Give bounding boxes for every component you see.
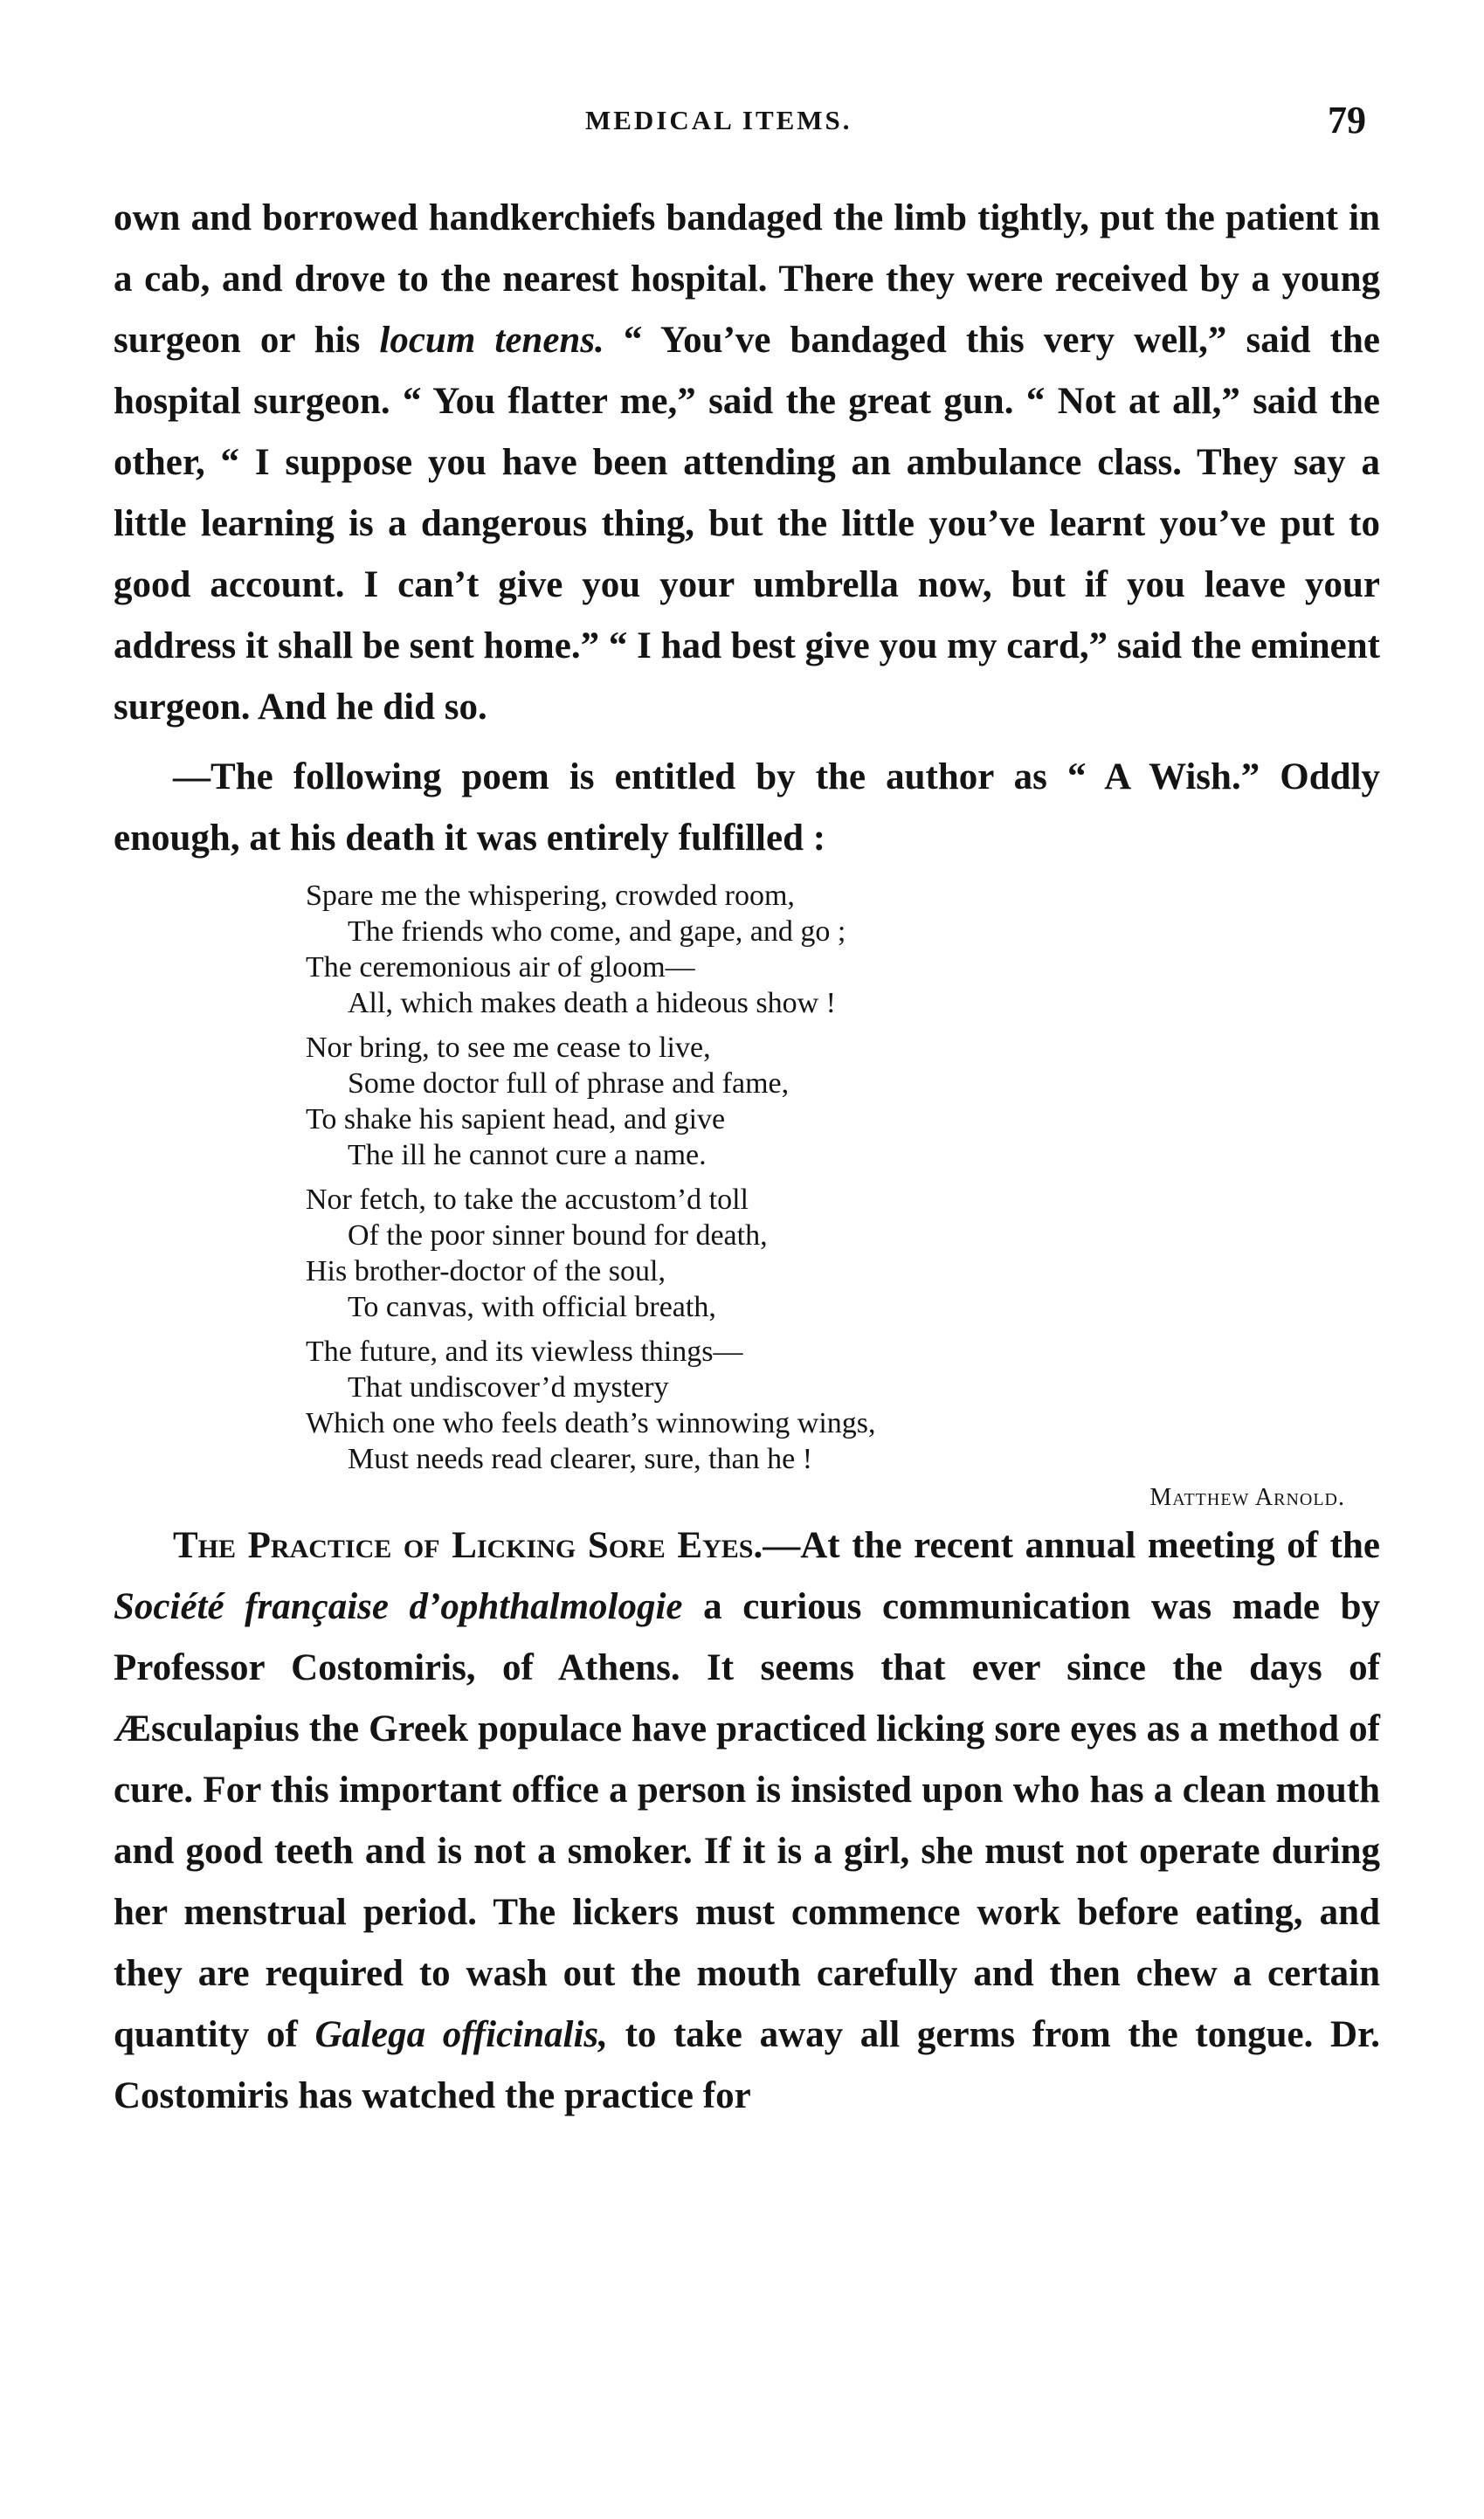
poem-stanza <box>306 878 1380 1021</box>
poem-stanza <box>306 1030 1380 1173</box>
paragraph-poem-intro <box>114 747 1380 869</box>
poem-stanza <box>306 1334 1380 1477</box>
poem-line: To shake his sapient head, and give <box>306 1103 726 1135</box>
poem-line: The friends who come, and gape, and go ; <box>348 915 846 948</box>
poem-line: Must needs read clearer, sure, than he ! <box>348 1443 813 1475</box>
poem <box>306 878 1380 1515</box>
poem-line: Nor bring, to see me cease to live, <box>306 1032 711 1064</box>
poem-line: That undiscover’d mystery <box>348 1371 669 1404</box>
body-text <box>114 188 1380 2127</box>
paragraph-licking-sore-eyes <box>114 1515 1380 2127</box>
poem-line: Spare me the whispering, crowded room, <box>306 880 795 912</box>
paragraph-text: own and borrowed handkerchiefs bandaged the limb tightly, put the patient in a cab, and drove to the nearest hospital. There they were received by a young surgeon or his <box>114 197 1380 361</box>
poem-line: Of the poor sinner bound for death, <box>348 1219 768 1252</box>
running-title: MEDICAL ITEMS. <box>585 105 852 135</box>
paragraph-text: “ You’ve bandaged this very well,” said the hospital surgeon. “ You flatter me,” said the great gun. “ Not at all,” said the other, “ I suppose you have been attending an ambulance class. They say a little learning is a dangerous thing, but the little you’ve learnt you’ve put to good account. I can’t give you your umbrella now, but if you leave your address it shall be sent home.” “ I had best give you my card,” said the eminent surgeon. And he did so. <box>114 320 1380 728</box>
poem-line: The ceremonious air of gloom— <box>306 951 695 983</box>
paragraph-hospital-anecdote <box>114 188 1380 738</box>
poem-line: To canvas, with official breath, <box>348 1291 716 1323</box>
italic-phrase: Galega officinalis, <box>314 2014 608 2055</box>
paragraph-text: —The following poem is entitled by the author as “ A Wish.” Oddly enough, at his death it was entirely fulfilled : <box>114 756 1380 859</box>
paragraph-text: to take away all germs from the tongue. Dr. Costomiris has watched the practice for <box>114 2014 1380 2116</box>
poem-line: The ill he cannot cure a name. <box>348 1139 707 1171</box>
italic-phrase: Société française d’ophthalmologie <box>114 1586 683 1627</box>
poem-line: The future, and its viewless things— <box>306 1335 743 1368</box>
section-heading: The Practice of Licking Sore Eyes. <box>173 1525 763 1566</box>
paragraph-text: a curious communication was made by Professor Costomiris, of Athens. It seems that ever since the days of Æsculapius the Greek populace have practiced licking sore eyes as a method of cure. For this important office a person is insisted upon who has a clean mouth and good teeth and is not a smoker. If it is a girl, she must not operate during her menstrual period. The lickers must commence work before eating, and they are required to wash out the mouth carefully and then chew a certain quantity of <box>114 1586 1381 2055</box>
italic-phrase: locum tenens. <box>379 320 604 361</box>
paragraph-text: —At the recent annual meeting of the <box>763 1525 1380 1566</box>
poem-attribution: Matthew Arnold. <box>1149 1484 1345 1511</box>
poem-line: All, which makes death a hideous show ! <box>348 987 836 1019</box>
running-head <box>0 98 1484 150</box>
poem-stanza <box>306 1182 1380 1325</box>
poem-line: Which one who feels death’s winnowing wings, <box>306 1407 876 1439</box>
poem-line: Nor fetch, to take the accustom’d toll <box>306 1184 749 1216</box>
poem-line: His brother-doctor of the soul, <box>306 1255 666 1287</box>
page-number: 79 <box>1328 99 1366 141</box>
poem-line: Some doctor full of phrase and fame, <box>348 1067 790 1100</box>
